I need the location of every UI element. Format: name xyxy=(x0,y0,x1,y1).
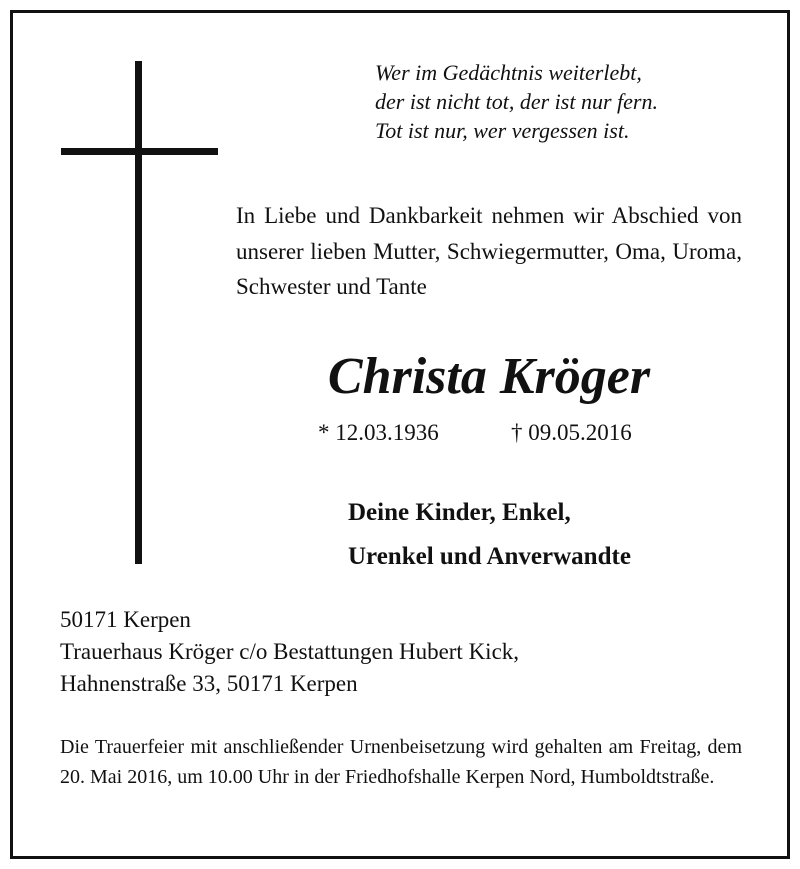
address-line-2: Trauerhaus Kröger c/o Bestattungen Hubert Kick, xyxy=(60,639,520,664)
address-line-1: 50171 Kerpen xyxy=(60,607,191,632)
mourners-line-1: Deine Kinder, Enkel, xyxy=(348,499,571,526)
poem-line-3: Tot ist nur, wer vergessen ist. xyxy=(375,118,630,143)
mourners-signature xyxy=(348,491,778,579)
mourning-address xyxy=(60,604,760,700)
farewell-intro-text: In Liebe und Dankbarkeit nehmen wir Abschied von unserer lieben Mutter, Schwiegermutter, Oma, Uroma, Schwester und Tante xyxy=(236,203,742,299)
deceased-name: Christa Kröger xyxy=(327,348,651,405)
birth-date: * 12.03.1936 xyxy=(318,420,439,445)
address-line-3: Hahnenstraße 33, 50171 Kerpen xyxy=(60,671,358,696)
death-date: † 09.05.2016 xyxy=(511,420,632,445)
poem-line-2: der ist nicht tot, der ist nur fern. xyxy=(375,89,658,114)
poem-line-1: Wer im Gedächtnis weiterlebt, xyxy=(375,60,642,85)
mourners-line-2: Urenkel und Anverwandte xyxy=(348,543,631,570)
cross-icon-horizontal-beam xyxy=(61,148,218,155)
cross-icon-vertical-beam xyxy=(135,61,142,564)
funeral-ceremony-info: Die Trauerfeier mit anschließender Urnenbeisetzung wird gehalten am Freitag, dem 20. Mai 2016, um 10.00 Uhr in der Friedhofshalle Kerpen Nord, Humboldtstraße. xyxy=(60,736,742,788)
poem-verse xyxy=(375,58,775,145)
